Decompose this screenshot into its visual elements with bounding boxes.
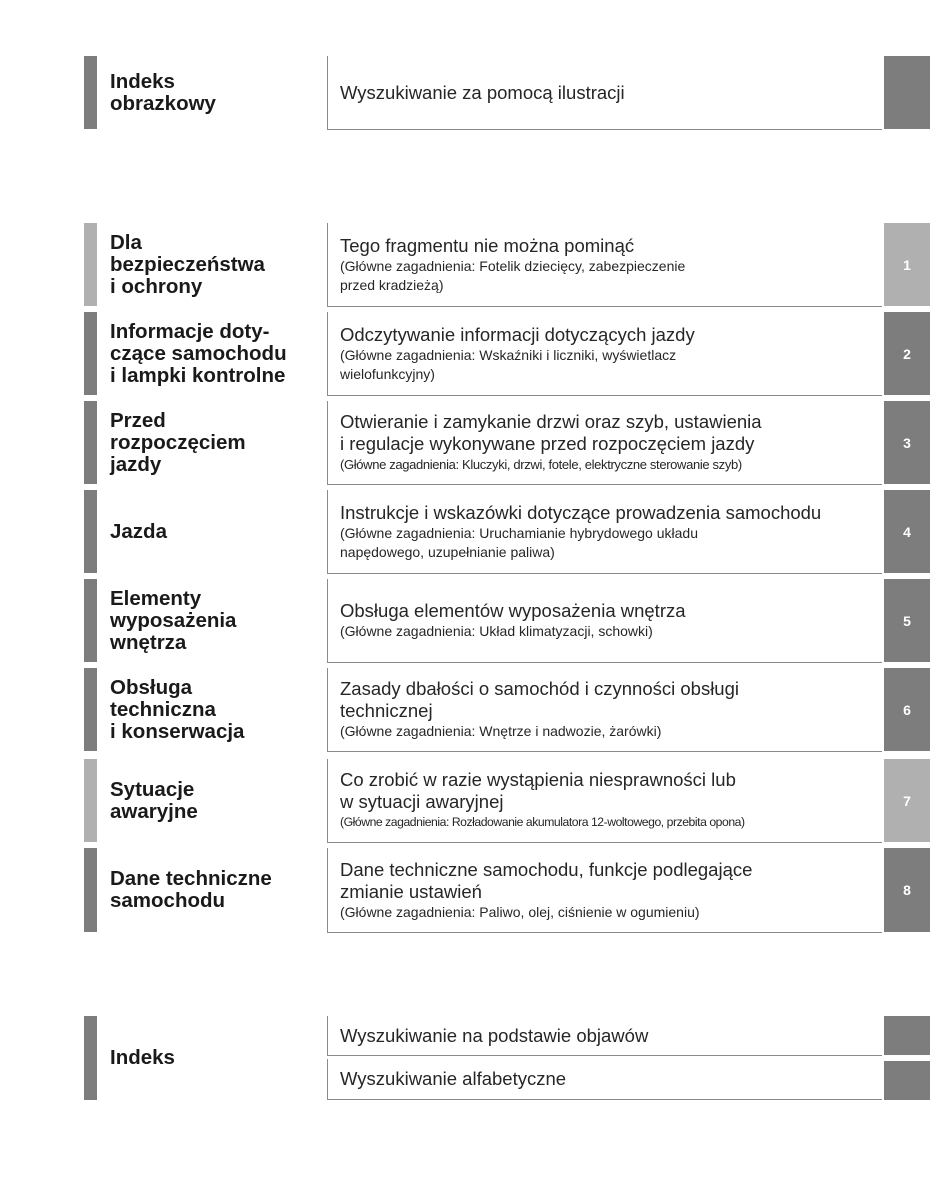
chapter-entry[interactable] <box>327 312 882 396</box>
chapter-entry[interactable] <box>327 401 882 485</box>
chapter-bar <box>84 223 97 306</box>
chapter-title: Przed rozpoczęciem jazdy <box>110 408 246 476</box>
index-entry-symptoms[interactable]: Wyszukiwanie na podstawie objawów <box>327 1016 882 1056</box>
chapter-title: Sytuacje awaryjne <box>110 777 198 823</box>
chapter-topics: wielofunkcyjny) <box>340 365 435 382</box>
chapter-bar <box>84 579 97 662</box>
chapter-bar <box>84 759 97 842</box>
chapter-topics: (Główne zagadnienia: Kluczyki, drzwi, fotele, elektryczne sterowanie szyb) <box>340 457 742 472</box>
chapter-tab-8[interactable]: 8 <box>884 848 930 932</box>
chapter-topics: (Główne zagadnienia: Rozładowanie akumulatora 12-woltowego, przebita opona) <box>340 815 745 829</box>
chapter-tab-4[interactable]: 4 <box>884 490 930 573</box>
picture-index-description: Wyszukiwanie za pomocą ilustracji <box>340 81 625 103</box>
chapter-bar <box>84 401 97 484</box>
index-tab-alphabetical[interactable] <box>884 1061 930 1100</box>
chapter-tab-3[interactable]: 3 <box>884 401 930 484</box>
chapter-bar <box>84 490 97 573</box>
index-entry-alphabetical[interactable]: Wyszukiwanie alfabetyczne <box>327 1059 882 1100</box>
index-title: Indeks <box>110 1046 175 1069</box>
picture-index-tab[interactable] <box>884 56 930 129</box>
chapter-description: zmianie ustawień <box>340 880 482 902</box>
chapter-title: Obsługa techniczna i konserwacja <box>110 675 245 743</box>
chapter-entry[interactable] <box>327 579 882 663</box>
chapter-topics: (Główne zagadnienia: Paliwo, olej, ciśnienie w ogumieniu) <box>340 903 700 920</box>
chapter-description: i regulacje wykonywane przed rozpoczęciem jazdy <box>340 433 755 454</box>
chapter-title: Informacje doty- czące samochodu i lampki kontrolne <box>110 319 287 387</box>
chapter-description: Tego fragmentu nie można pominąć <box>340 234 635 256</box>
chapter-description: Instrukcje i wskazówki dotyczące prowadzenia samochodu <box>340 501 822 523</box>
chapter-entry[interactable] <box>327 668 882 752</box>
chapter-description: Obsługa elementów wyposażenia wnętrza <box>340 600 686 621</box>
chapter-entry[interactable] <box>327 223 882 307</box>
chapter-tab-6[interactable]: 6 <box>884 668 930 751</box>
chapter-title: Dane techniczne samochodu <box>110 867 272 912</box>
chapter-description: technicznej <box>340 700 433 721</box>
chapter-topics: (Główne zagadnienia: Wnętrze i nadwozie, żarówki) <box>340 723 662 739</box>
chapter-title: Elementy wyposażenia wnętrza <box>110 586 237 654</box>
chapter-topics: (Główne zagadnienia: Układ klimatyzacji, schowki) <box>340 623 653 639</box>
chapter-bar <box>84 668 97 751</box>
chapter-entry[interactable] <box>327 848 882 933</box>
picture-index-entry[interactable] <box>327 56 882 130</box>
chapter-tab-2[interactable]: 2 <box>884 312 930 395</box>
chapter-description: Co zrobić w razie wystąpienia niesprawności lub <box>340 769 736 790</box>
chapter-entry[interactable] <box>327 759 882 843</box>
section-bar <box>84 56 97 129</box>
chapter-description: Otwieranie i zamykanie drzwi oraz szyb, ustawienia <box>340 411 762 432</box>
section-bar <box>84 1016 97 1100</box>
chapter-topics: przed kradzieżą) <box>340 276 444 293</box>
index-tab-symptoms[interactable] <box>884 1016 930 1055</box>
chapter-entry[interactable] <box>327 490 882 574</box>
chapter-tab-5[interactable]: 5 <box>884 579 930 662</box>
chapter-description: Zasady dbałości o samochód i czynności obsługi <box>340 678 739 699</box>
chapter-topics: napędowego, uzupełnianie paliwa) <box>340 543 555 560</box>
chapter-topics: (Główne zagadnienia: Uruchamianie hybrydowego układu <box>340 524 698 541</box>
chapter-topics: (Główne zagadnienia: Wskaźniki i liczniki, wyświetlacz <box>340 346 677 363</box>
chapter-description: Odczytywanie informacji dotyczących jazdy <box>340 323 695 345</box>
chapter-topics: (Główne zagadnienia: Fotelik dziecięcy, zabezpieczenie <box>340 257 686 274</box>
chapter-description: w sytuacji awaryjnej <box>340 791 504 812</box>
picture-index-title: Indeks obrazkowy <box>110 69 216 115</box>
chapter-description: Dane techniczne samochodu, funkcje podlegające <box>340 858 753 880</box>
chapter-bar <box>84 848 97 932</box>
chapter-bar <box>84 312 97 395</box>
chapter-title: Jazda <box>110 519 167 543</box>
chapter-tab-7[interactable]: 7 <box>884 759 930 842</box>
chapter-tab-1[interactable]: 1 <box>884 223 930 306</box>
chapter-title: Dla bezpieczeństwa i ochrony <box>110 230 265 298</box>
